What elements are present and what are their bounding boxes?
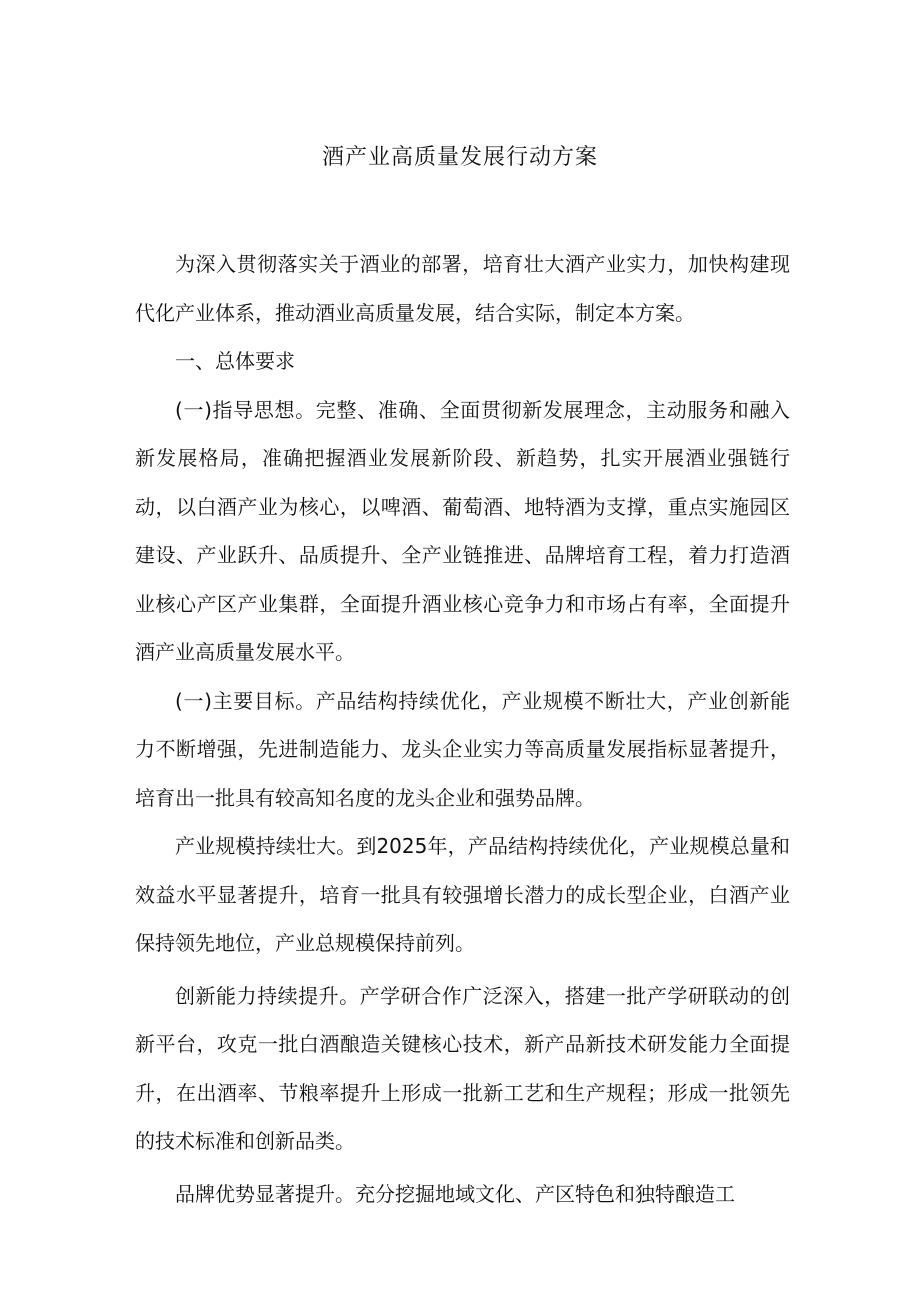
document-body [135,240,790,1218]
section-heading-general-requirements: 一、总体要求 [175,349,295,373]
paragraph-innovation-capacity: 创新能力持续提升。产学研合作广泛深入，搭建一批产学研联动的创新平台，攻克一批白酒酿造关键核心技术，新产品新技术研发能力全面提升，在出酒率、节粮率提升上形成一批新工艺和生产规程；形成一批领先的技术标准和创新品类。 [135,983,790,1153]
paragraph-main-goals: (一)主要目标。产品结构持续优化，产业规模不断壮大，产业创新能力不断增强，先进制造能力、龙头企业实力等高质量发展指标显著提升，培育出一批具有较高知名度的龙头企业和强势品牌。 [135,688,790,810]
paragraph-industry-scale: 产业规模持续壮大。到2025年，产品结构持续优化，产业规模总量和效益水平显著提升，培育一批具有较强增长潜力的成长型企业，白酒产业保持领先地位，产业总规模保持前列。 [135,834,790,955]
paragraph-intro: 为深入贯彻落实关于酒业的部署，培育壮大酒产业实力，加快构建现代化产业体系，推动酒业高质量发展，结合实际，制定本方案。 [135,252,790,325]
paragraph-guiding-ideology: (一)指导思想。完整、准确、全面贯彻新发展理念，主动服务和融入新发展格局，准确把握酒业发展新阶段、新趋势，扎实开展酒业强链行动，以白酒产业为核心，以啤酒、葡萄酒、地特酒为支撑，重点实施园区建设、产业跃升、品质提升、全产业链推进、品牌培育工程，着力打造酒业核心产区产业集群，全面提升酒业核心竞争力和市场占有率，全面提升酒产业高质量发展水平。 [135,397,790,664]
paragraph-brand-advantage: 品牌优势显著提升。充分挖掘地域文化、产区特色和独特酿造工 [175,1181,735,1206]
document-title: 酒产业高质量发展行动方案 [321,145,598,170]
